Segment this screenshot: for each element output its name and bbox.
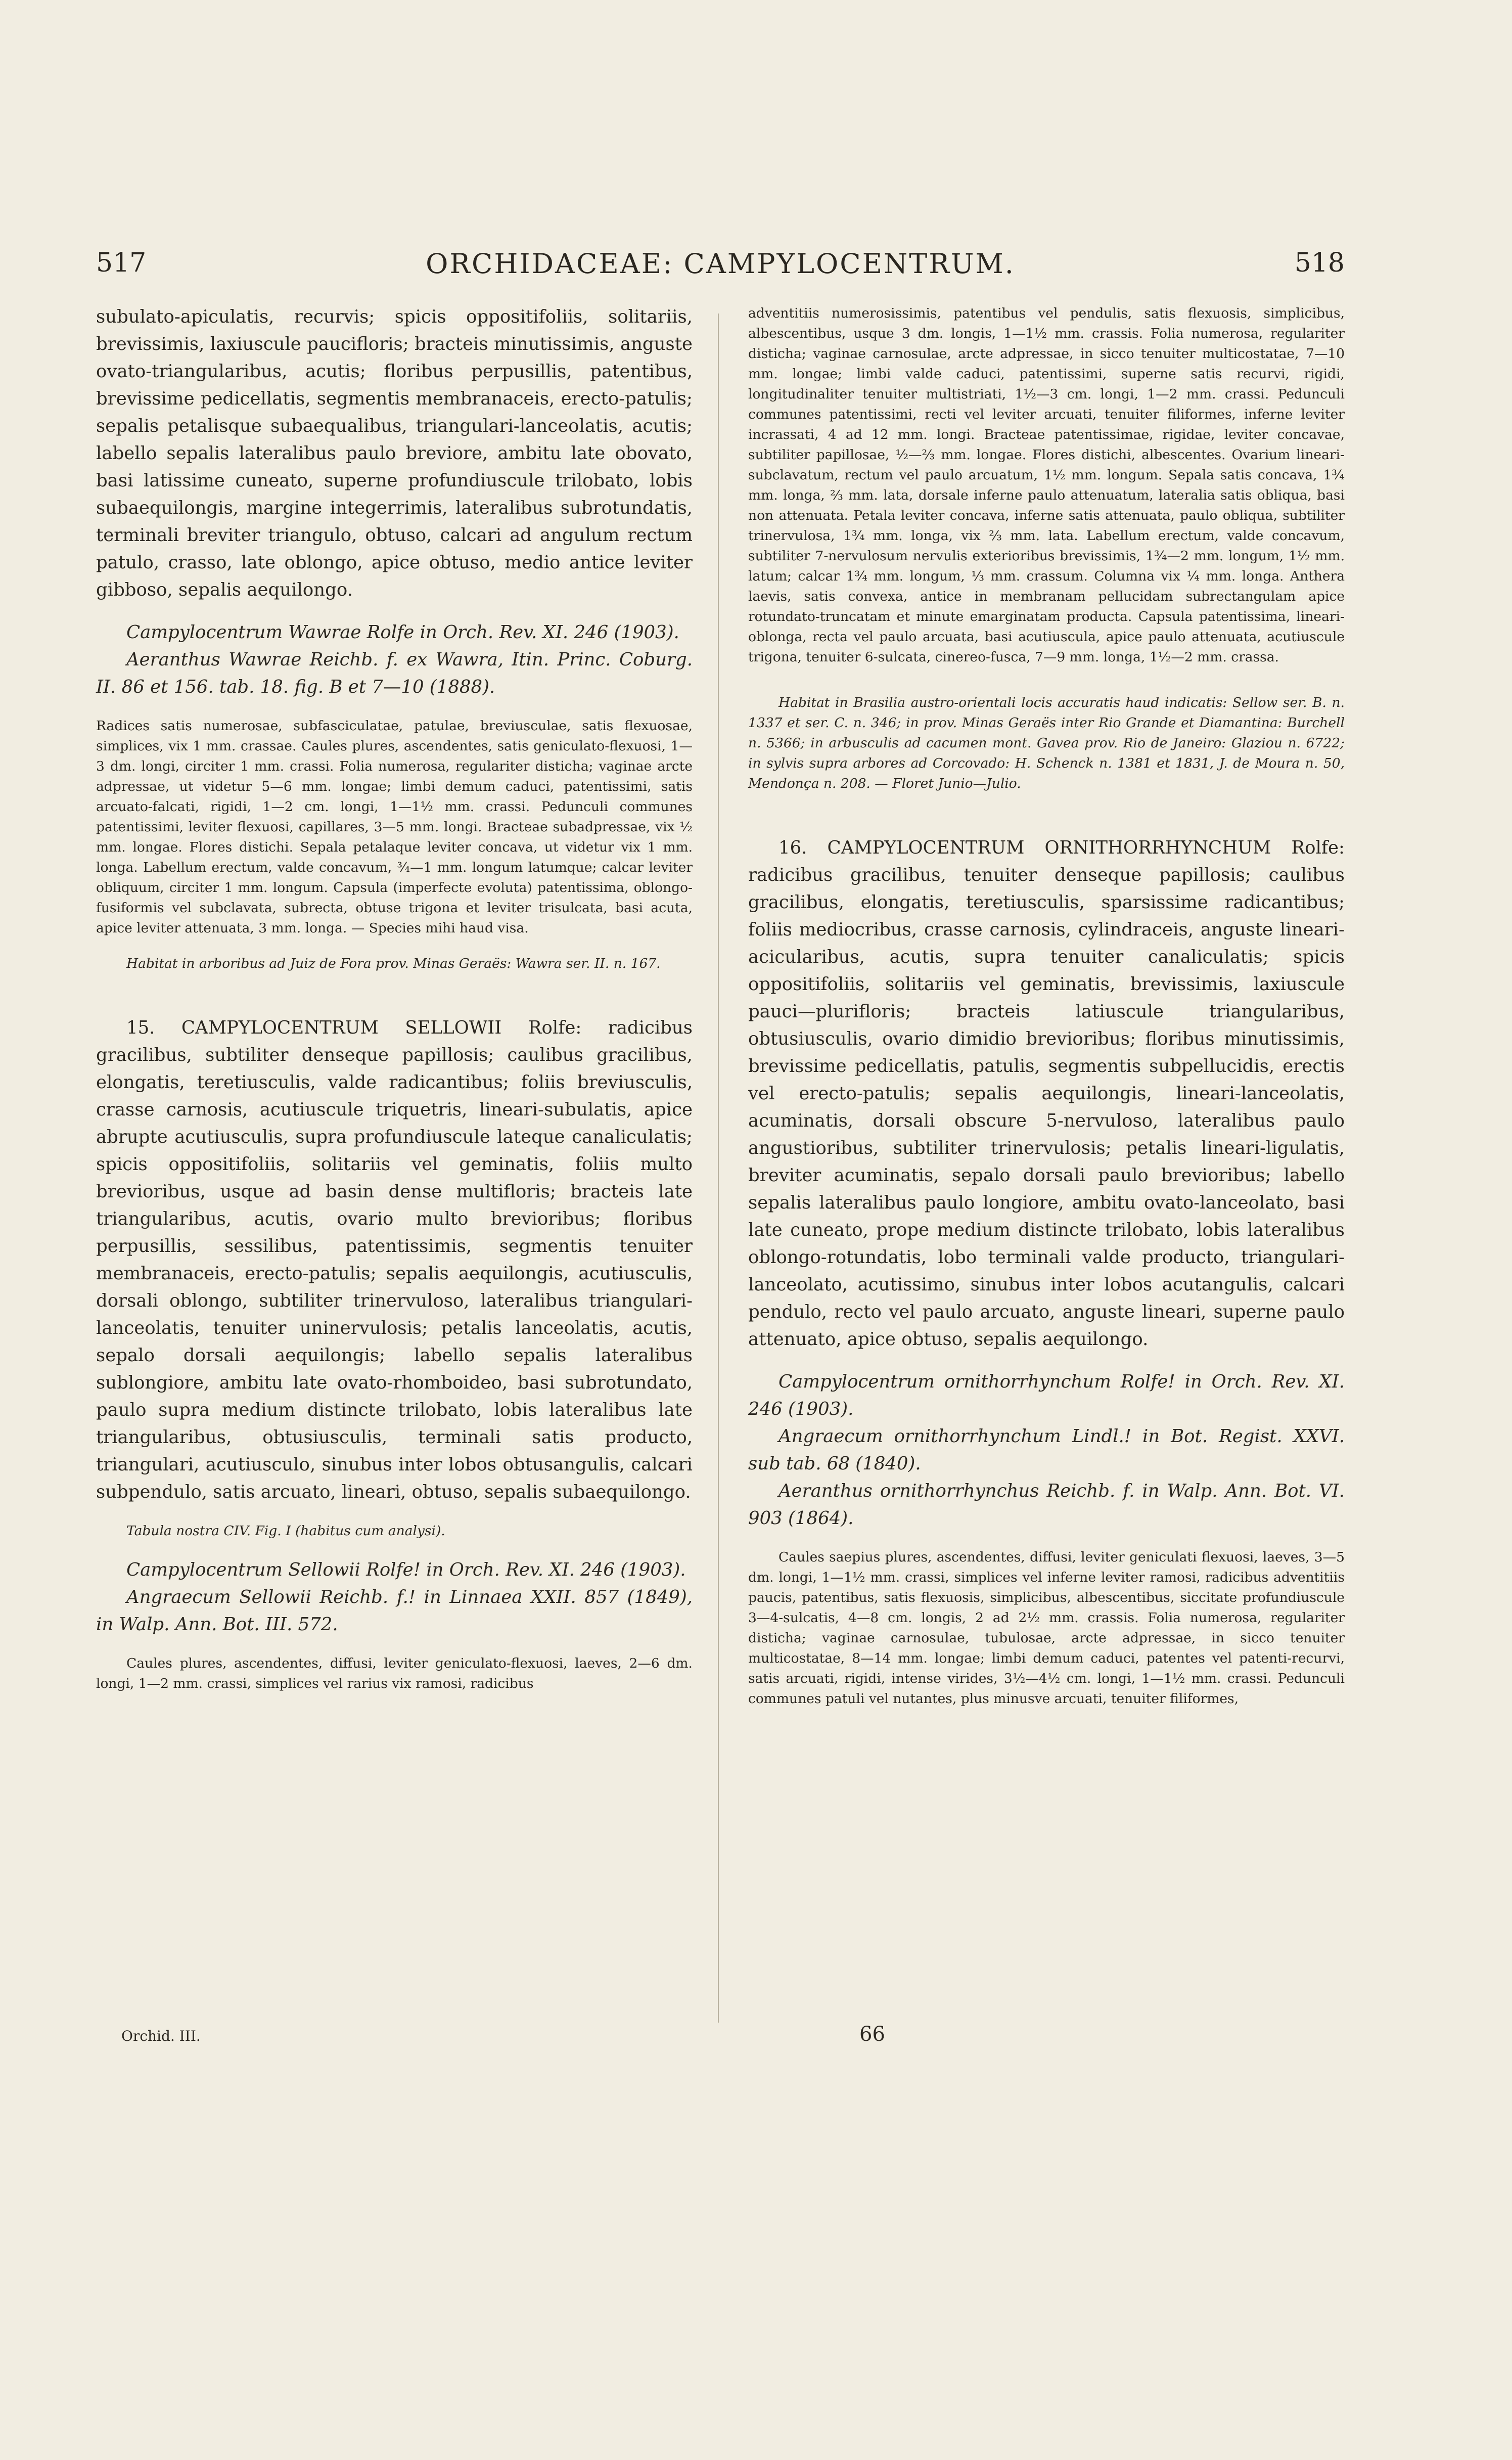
detailed-description: Caules saepius plures, ascendentes, diffusi, leviter geniculati flexuosi, laeves, 3—5 dm. longi, 1—1½ mm. crassi, simplices vel inferne leviter ramosi, radicibus adventitiis paucis, patentibus, satis flexuosis, simplicibus, albescentibus, siccitate profundiuscule 3—4-sulcatis, 4—8 cm. longis, 2 ad 2½ mm. crassis. Folia numerosa, regulariter disticha; vaginae carnosulae, tubulosae, arcte adpressae, in sicco tenuiter multicostatae, 8—14 mm. longae; limbi demum caduci, patentes vel patenti-recurvi, satis arcuati, rigidi, intense virides, 3½—4½ cm. longi, 1—1½ mm. crassi. Pedunculi communes patuli vel nutantes, plus minusve arcuati, tenuiter filiformes, [748,1549,1345,1707]
page-number-left: 517 [96,248,147,278]
plate-reference: Tabula nostra CIV. Fig. I (habitus cum analysi). [126,1523,445,1539]
synonym: Angraecum ornithorrhynchum Lindl.! in Bot. Regist. XXVI. sub tab. 68 (1840). [748,1426,1345,1474]
species-heading-15: 15. CAMPYLOCENTRUM SELLOWII Rolfe: radicibus gracilibus, subtiliter denseque papillosis; caulibus gracilibus, elongatis, teretiusculis, valde radicantibus; foliis breviusculis, crasse carnosis, acutiuscule triquetris, lineari-subulatis, apice abrupte acutiusculis, supra profundiuscule lateque canaliculatis; spicis oppositifoliis, solitariis vel geminatis, foliis multo brevioribus, usque ad basin dense multifloris; bracteis late triangularibus, acutis, ovario multo brevioribus; floribus perpusillis, sessilibus, patentissimis, segmentis tenuiter membranaceis, erecto-patulis; sepalis aequilongis, acutiusculis, dorsali oblongo, subtiliter trinervuloso, lateralibus triangulari-lanceolatis, tenuiter uninervulosis; petalis lanceolatis, acutis, sepalo dorsali aequilongis; labello sepalis lateralibus sublongiore, ambitu late ovato-rhomboideo, basi subrotundato, paulo supra medium distincte trilobato, lobis lateralibus late triangularibus, obtusiusculis, terminali satis producto, triangulari, acutiusculo, sinubus inter lobos obtusangulis, calcari subpendulo, satis arcuato, lineari, obtuso, sepalis subaequilongo. [96,1017,693,1502]
synonym: Aeranthus ornithorrhynchus Reichb. f. in Walp. Ann. Bot. VI. 903 (1864). [748,1481,1345,1529]
detailed-description: Caules plures, ascendentes, diffusi, leviter geniculato-flexuosi, laeves, 2—6 dm. longi, 1—2 mm. crassi, simplices vel rarius vix ramosi, radicibus [96,1656,693,1691]
page-number-right: 518 [1294,248,1345,278]
synonym: Campylocentrum Wawrae Rolfe in Orch. Rev. XI. 246 (1903). [126,622,679,643]
synonym: Aeranthus Wawrae Reichb. f. ex Wawra, Itin. Princ. Coburg. II. 86 et 156. tab. 18. fig. B et 7—10 (1888). [96,649,693,697]
habitat: Habitat in Brasilia austro-orientali locis accuratis haud indicatis: Sellow ser. B. n. 1337 et ser. C. n. 346; in prov. Minas Geraës inter Rio Grande et Diamantina: Burchell n. 5366; in arbusculis ad cacumen mont. Gavea prov. Rio de Janeiro: Glaziou n. 6722; in sylvis supra arbores ad Corcovado: H. Schenck n. 1381 et 1831, J. de Moura n. 50, Mendonça n. 208. — Floret Junio—Julio. [748,695,1345,791]
species-heading-16: 16. CAMPYLOCENTRUM ORNITHORRHYNCHUM Rolfe: radicibus gracilibus, tenuiter denseque papillosis; caulibus gracilibus, elongatis, teretiusculis, sparsissime radicantibus; foliis mediocribus, crasse carnosis, cylindraceis, anguste lineari-acicularibus, acutis, supra tenuiter canaliculatis; spicis oppositifoliis, solitariis vel geminatis, brevissimis, laxiuscule pauci—plurifloris; bracteis latiuscule triangularibus, obtusiusculis, ovario dimidio brevioribus; floribus minutissimis, brevissime pedicellatis, patulis, segmentis subpellucidis, erectis vel erecto-patulis; sepalis aequilongis, lineari-lanceolatis, acuminatis, dorsali obscure 5-nervuloso, lateralibus paulo angustioribus, subtiliter trinervulosis; petalis lineari-ligulatis, breviter acuminatis, sepalo dorsali paulo brevioribus; labello sepalis lateralibus paulo longiore, ambitu ovato-lanceolato, basi late cuneato, prope medium distincte trilobato, lobis lateralibus oblongo-rotundatis, lobo terminali valde producto, triangulari-lanceolato, acutissimo, sinubus inter lobos acutangulis, calcari pendulo, recto vel paulo arcuato, anguste lineari, superne paulo attenuato, apice obtuso, sepalis aequilongo. [748,837,1345,1350]
sheet-number: 66 [859,2023,885,2046]
detailed-description: adventitiis numerosissimis, patentibus vel pendulis, satis flexuosis, simplicibus, albescentibus, usque 3 dm. longis, 1—1½ mm. crassis. Folia numerosa, regulariter disticha; vaginae carnosulae, arcte adpressae, in sicco tenuiter multicostatae, 7—10 mm. longae; limbi valde caduci, patentissimi, superne satis recurvi, rigidi, longitudinaliter tenuiter multistriati, 1½—3 cm. longi, 1—2 mm. crassi. Pedunculi communes patentissimi, recti vel leviter arcuati, tenuiter filiformes, inferne leviter incrassati, 4 ad 12 mm. longi. Bracteae patentissimae, rigidae, leviter concavae, subtiliter papillosae, ½—⅔ mm. longae. Flores distichi, albescentes. Ovarium lineari-subclavatum, rectum vel paulo arcuatum, 1½ mm. longum. Sepala satis concava, 1¾ mm. longa, ⅔ mm. lata, dorsale inferne paulo attenuatum, lateralia satis obliqua, basi non attenuata. Petala leviter concava, inferne satis attenuata, paulo obliqua, subtiliter trinervulosa, 1¾ mm. longa, vix ⅔ mm. lata. Labellum erectum, valde concavum, subtiliter 7-nervulosum nervulis exterioribus brevissimis, 1¾—2 mm. longum, 1½ mm. latum; calcar 1¾ mm. longum, ⅓ mm. crassum. Columna vix ¼ mm. longa. Anthera laevis, satis convexa, antice in membranam pellucidam subrectangulam apice rotundato-truncatam et minute emarginatam producta. Capsula patentissima, lineari-oblonga, recta vel paulo arcuata, basi acutiuscula, apice paulo attenuata, acutiuscule trigona, tenuiter 6-sulcata, cinereo-fusca, 7—9 mm. longa, 1½—2 mm. crassa. [748,305,1345,665]
habitat: Habitat in arboribus ad Juiz de Fora prov. Minas Geraës: Wawra ser. II. n. 167. [126,956,661,971]
signature-mark: Orchid. III. [121,2028,201,2044]
running-title: ORCHIDACEAE: CAMPYLOCENTRUM. [426,248,1015,280]
left-column [96,303,693,1694]
right-column [748,303,1345,1709]
page-header [96,248,1345,283]
description-continued: subulato-apiculatis, recurvis; spicis oppositifoliis, solitariis, brevissimis, laxiuscule paucifloris; bracteis minutissimis, anguste ovato-triangularibus, acutis; floribus perpusillis, patentibus, brevissime pedicellatis, segmentis membranaceis, erecto-patulis; sepalis petalisque subaequalibus, triangulari-lanceolatis, acutis; labello sepalis lateralibus paulo breviore, ambitu late obovato, basi latissime cuneato, superne profundiuscule trilobato, lobis subaequilongis, margine integerrimis, lateralibus subrotundatis, terminali breviter triangulo, obtuso, calcari ad angulum rectum patulo, crasso, late oblongo, apice obtuso, medio antice leviter gibboso, sepalis aequilongo. [96,306,693,600]
synonym: Campylocentrum Sellowii Rolfe! in Orch. Rev. XI. 246 (1903). [126,1559,686,1580]
synonym: Angraecum Sellowii Reichb. f.! in Linnaea XXII. 857 (1849), in Walp. Ann. Bot. III. 572. [96,1587,693,1635]
detailed-description: Radices satis numerosae, subfasciculatae, patulae, breviusculae, satis flexuosae, simplices, vix 1 mm. crassae. Caules plures, ascendentes, satis geniculato-flexuosi, 1—3 dm. longi, circiter 1 mm. crassi. Folia numerosa, regulariter disticha; vaginae arcte adpressae, ut videtur 5—6 mm. longae; limbi demum caduci, patentissimi, satis arcuato-falcati, rigidi, 1—2 cm. longi, 1—1½ mm. crassi. Pedunculi communes patentissimi, leviter flexuosi, capillares, 3—5 mm. longi. Bracteae subadpressae, vix ½ mm. longae. Flores distichi. Sepala petalaque leviter concava, ut videtur vix 1 mm. longa. Labellum erectum, valde concavum, ¾—1 mm. longum latumque; calcar leviter obliquum, circiter 1 mm. longum. Capsula (imperfecte evoluta) patentissima, oblongo-fusiformis vel subclavata, subrecta, obtuse trigona et leviter trisulcata, basi acuta, apice leviter attenuata, 3 mm. longa. — Species mihi haud visa. [96,718,693,936]
synonym: Campylocentrum ornithorrhynchum Rolfe! in Orch. Rev. XI. 246 (1903). [748,1371,1345,1419]
column-divider [718,314,719,2023]
